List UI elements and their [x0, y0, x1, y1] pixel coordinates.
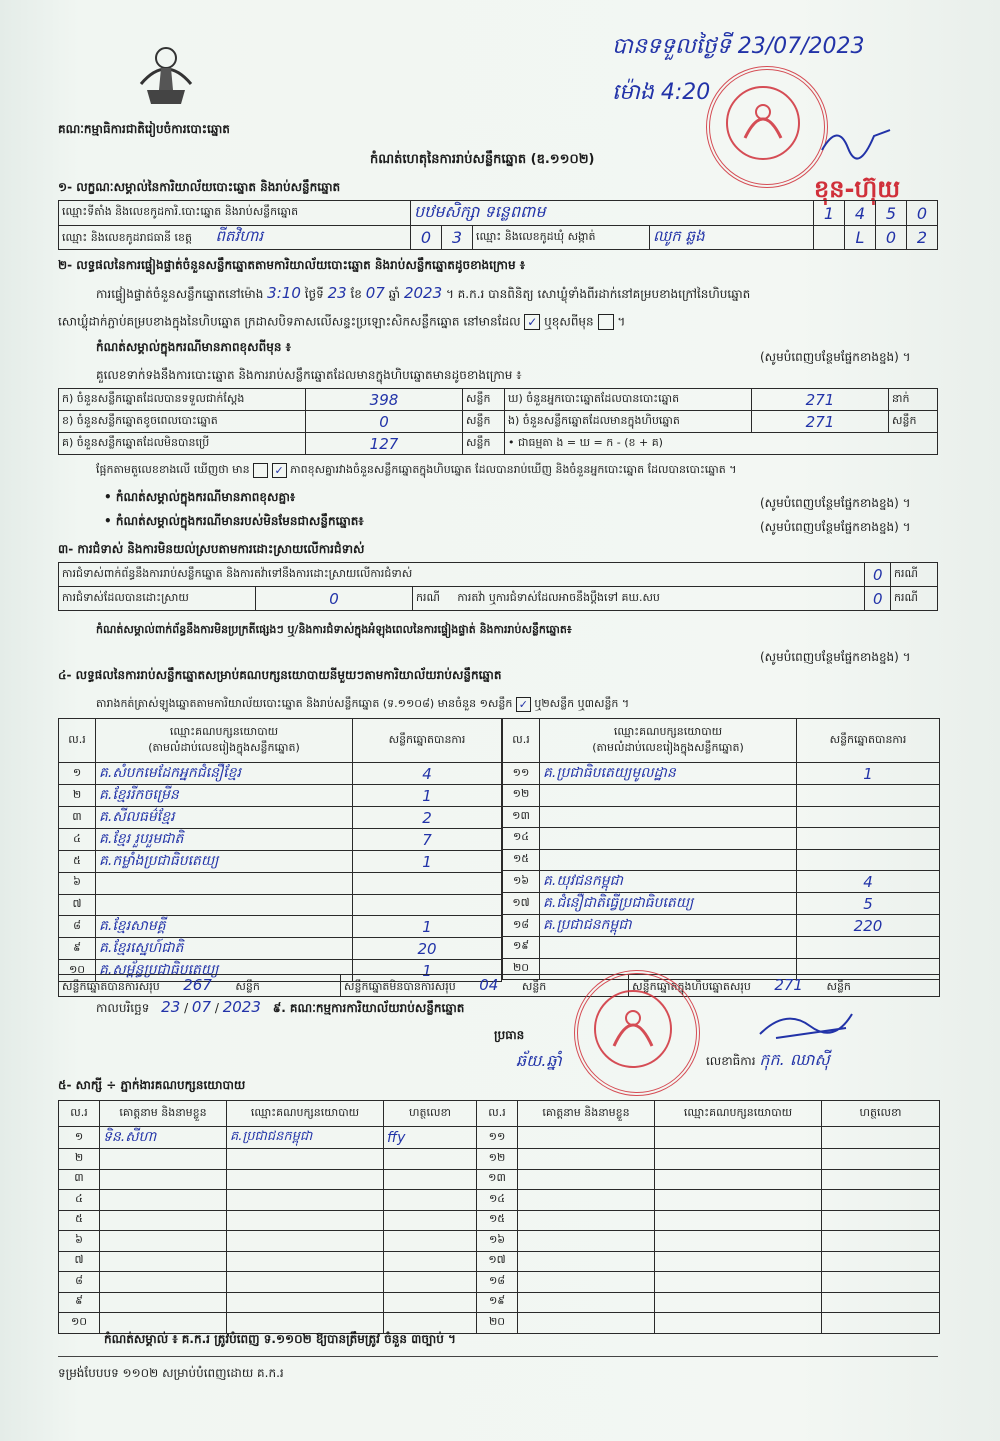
row-c-label: គ) ចំនួនសន្លឹកឆ្នោតដែលមិនបានប្រើ	[59, 433, 306, 455]
witness-cell	[822, 1127, 940, 1149]
witness-cell	[518, 1169, 655, 1190]
votes-col-party: ឈ្មោះគណបក្សនយោបាយ (តាមលំដាប់លេខរៀងក្នុងសន្លឹកឆ្នោត)	[540, 719, 797, 763]
witness-cell: ៤	[59, 1190, 100, 1211]
official-seal-top	[706, 66, 828, 188]
vote-party-cell	[96, 894, 353, 916]
row-c-unit: សន្លឹក	[463, 433, 505, 455]
votes-col-votes: សន្លឹកឆ្នោតបានការ	[797, 719, 940, 763]
vote-no-cell: ៦	[59, 873, 96, 895]
witness-row	[59, 1169, 940, 1190]
vote-row	[59, 851, 502, 873]
row-b-unit: សន្លឹក	[463, 411, 505, 433]
compare-line: ផ្អែកតាមតួលេខខាងលើ ឃើញថា មាន ✓ ភាពខុសគ្នារវាងចំនួនសន្លឹកឆ្នោតក្នុងហិបឆ្នោត ដែលបានរាប់ឃើញ និងចំនួនអ្នកបោះឆ្នោត ដែលបានបោះឆ្នោត ។	[96, 463, 737, 477]
row-a-unit: សន្លឹក	[463, 389, 505, 411]
received-date: បានទទួលថ្ងៃទី 23/07/2023	[612, 34, 865, 59]
province-code-1: 0	[411, 226, 442, 250]
row-b-value: 0	[306, 411, 463, 433]
vote-row	[503, 828, 940, 850]
votes-col-no: ល.រ	[59, 719, 96, 763]
witness-cell	[655, 1292, 822, 1313]
section1-heading: ១- លក្ខណៈសម្គាល់នៃការិយាល័យបោះឆ្នោត និងរាប់សន្លឹកឆ្នោត	[58, 180, 341, 194]
section5-note: កំណត់សម្គាល់ ៖ គ.ក.រ ត្រូវបំពេញ ទ.១១០២ ឱ្យបានត្រឹមត្រូវ ចំនួន ៣ច្បាប់ ។	[104, 1332, 456, 1346]
vote-party-cell: គ.យុវជនកម្ពុជា	[540, 871, 797, 893]
irregular-note: កំណត់សម្គាល់ក្នុងករណីមានភាពខុសពីមុន ៖	[96, 340, 291, 354]
district-handwriting: ខុន-ហ៊ុយ	[814, 175, 901, 203]
objection-row1-label: ការជំទាស់ពាក់ព័ន្ធនឹងការរាប់សន្លឹកឆ្នោត និងការតវ៉ាទៅនឹងការដោះស្រាយលើការជំទាស់	[59, 563, 865, 587]
received-time: ម៉ោង 4:20	[612, 80, 711, 105]
vote-party-cell: គ.សីលធម៌ខ្មែរ	[96, 807, 353, 829]
row-a-value: 398	[306, 389, 463, 411]
witness-table	[58, 1100, 940, 1334]
section2-heading: ២- លទ្ធផលនៃការផ្ទៀងផ្ទាត់ចំនួនសន្លឹកឆ្នោតតាមការិយាល័យបោះឆ្នោត និងរាប់សន្លឹកឆ្នោតដូចខាងក្រោម ៖	[58, 258, 526, 272]
vote-party-cell	[540, 806, 797, 828]
vote-no-cell: ១៦	[503, 871, 540, 893]
vote-party-cell	[540, 937, 797, 959]
witness-cell	[227, 1231, 384, 1252]
total-invalid-value: 04	[479, 975, 499, 994]
top-signature	[818, 120, 898, 164]
vote-no-cell: ១៥	[503, 849, 540, 871]
witness-col-no-right: ល.រ	[477, 1101, 518, 1127]
date-day: 23	[161, 998, 181, 1016]
row-a-label: ក) ចំនួនសន្លឹកឆ្នោតដែលបានទទួលជាក់ស្តែង	[59, 389, 306, 411]
section3-note: កំណត់សម្គាល់ពាក់ព័ន្ធនឹងការមិនប្រក្រតីផ្សេងៗ ឬ/និងការជំទាស់ក្នុងអំឡុងពេលនៃការផ្ទៀងផ្ទាត់ និងការរាប់សន្លឹកឆ្នោត៖	[96, 623, 572, 636]
vote-party-cell: គ.សំបកមេដែកអ្នកជំនឿខ្មែរ	[96, 763, 353, 785]
vote-row	[503, 806, 940, 828]
section1-table	[58, 200, 938, 250]
bullet-non-ballot-hint: (សូមបំពេញបន្ថែមផ្នែកខាងខ្នង) ។	[760, 520, 911, 534]
vote-row	[59, 807, 502, 829]
secretary-line: លេខាធិការ កុក. ឈាស៊ី	[706, 1050, 830, 1069]
objection-row2-label: ការជំទាស់ដែលបានដោះស្រាយ	[59, 587, 256, 611]
objection-row2-mid: ករណី ការតវ៉ា ឬការជំទាស់ដែលអាចនឹងប្តឹងទៅ គឃ.សប	[413, 587, 865, 611]
witness-cell	[655, 1169, 822, 1190]
witness-cell	[100, 1292, 227, 1313]
witness-row	[59, 1149, 940, 1170]
witness-cell	[822, 1190, 940, 1211]
witness-cell	[822, 1272, 940, 1293]
witness-cell	[822, 1169, 940, 1190]
vote-row	[59, 829, 502, 851]
vote-votes-cell: 5	[797, 893, 940, 915]
witness-cell	[518, 1251, 655, 1272]
section5-heading: ៥- សាក្សី ÷ ភ្នាក់ងារគណបក្សនយោបាយ	[58, 1078, 246, 1092]
witness-cell	[384, 1149, 477, 1170]
witness-cell: ៨	[59, 1272, 100, 1293]
witness-cell: ១៧	[477, 1251, 518, 1272]
witness-cell	[227, 1272, 384, 1293]
chair-signature: ឆ័យ.ឆ្នាំ	[516, 1051, 562, 1070]
chair-label: ប្រធាន	[494, 1028, 525, 1042]
province-code-2: 3	[442, 226, 473, 250]
section4-intro: តារាងកត់ត្រាស់ឡូងឆ្នោតតាមការិយាល័យបោះឆ្នោត និងរាប់សន្លឹកឆ្នោត (ទ.១១០៨) មានចំនួន ១សន្លឹក ✓ ឬ២សន្លឹក ឬ៣សន្លឹក ។	[96, 697, 630, 711]
office-value: បឋមសិក្សា ទន្លេពពាម	[411, 201, 814, 226]
total-box-value: 271	[774, 975, 803, 994]
vote-no-cell: ១៩	[503, 937, 540, 959]
formula-note: • ជាធម្មតា ង = ឃ = ក - (ខ + គ)	[505, 433, 938, 455]
row-d-label: ឃ) ចំនួនអ្នកបោះឆ្នោតដែលបានបោះឆ្នោត	[505, 389, 752, 411]
verification-day: 23	[327, 284, 347, 302]
vote-votes-cell: 2	[353, 807, 502, 829]
row-e-label: ង) ចំនួនសន្លឹកឆ្នោតដែលមានក្នុងហិបឆ្នោត	[505, 411, 752, 433]
vote-no-cell: ៧	[59, 894, 96, 916]
row-e-unit: សន្លឹក	[889, 411, 938, 433]
witness-cell	[518, 1127, 655, 1149]
section3-fill-hint: (សូមបំពេញបន្ថែមផ្នែកខាងខ្នង) ។	[760, 650, 911, 664]
witness-col-party-right: ឈ្មោះគណបក្សនយោបាយ	[655, 1101, 822, 1127]
witness-cell: ffy	[384, 1127, 477, 1149]
vote-votes-cell	[353, 873, 502, 895]
witness-cell	[655, 1251, 822, 1272]
vote-no-cell: ១៣	[503, 806, 540, 828]
witness-cell	[100, 1272, 227, 1293]
witness-cell	[518, 1313, 655, 1334]
witness-cell	[384, 1292, 477, 1313]
witness-cell	[518, 1210, 655, 1231]
witness-cell: ៦	[59, 1231, 100, 1252]
witness-cell: ១០	[59, 1313, 100, 1334]
row-e-value: 271	[752, 411, 889, 433]
office-label: ឈ្មោះទីតាំង និងលេខកូដការិ.បោះឆ្នោត និងរាប់សន្លឹកឆ្នោត	[59, 201, 411, 226]
witness-cell	[655, 1272, 822, 1293]
commune-label: ឈ្មោះ និងលេខកូដឃុំ សង្កាត់	[473, 226, 650, 250]
commune-code-2: 0	[876, 226, 907, 250]
witness-cell: ៥	[59, 1210, 100, 1231]
vote-votes-cell	[797, 849, 940, 871]
vote-no-cell: ១៧	[503, 893, 540, 915]
compare-no-checkbox[interactable]	[253, 463, 268, 478]
irregular-fill-hint: (សូមបំពេញបន្ថែមផ្នែកខាងខ្នង) ។	[760, 350, 911, 364]
vote-votes-cell: 1	[353, 916, 502, 938]
total-invalid: សន្លឹកឆ្នោតមិនបានការសរុប 04 សន្លឹក	[341, 975, 629, 997]
vote-no-cell: ៩	[59, 938, 96, 960]
witness-cell: ២	[59, 1149, 100, 1170]
vote-votes-cell: 1	[797, 763, 940, 785]
witness-cell	[100, 1210, 227, 1231]
form-footer: ទម្រង់បែបបទ ១១០២ សម្រាប់បំពេញដោយ គ.ក.រ	[58, 1366, 284, 1380]
office-code-4: 0	[907, 201, 938, 226]
province-label: ឈ្មោះ និងលេខកូដរាជធានី ខេត្ត ពីតវិហារ	[59, 226, 411, 250]
witness-cell: ១៦	[477, 1231, 518, 1252]
vote-party-cell: គ.កម្លាំងប្រជាធិបតេយ្យ	[96, 851, 353, 873]
vote-row	[59, 938, 502, 960]
witness-row	[59, 1292, 940, 1313]
objection-table	[58, 562, 938, 611]
witness-cell	[227, 1313, 384, 1334]
intact-checkbox[interactable]: ✓	[524, 314, 540, 330]
witness-cell	[100, 1169, 227, 1190]
witness-col-sign-right: ហត្ថលេខា	[822, 1101, 940, 1127]
compare-yes-checkbox[interactable]: ✓	[272, 463, 287, 478]
date-month: 07	[191, 998, 212, 1016]
section3-heading: ៣- ការជំទាស់ និងការមិនយល់ស្របតាមការដោះស្រាយលើការជំទាស់	[58, 542, 365, 556]
witness-row	[59, 1127, 940, 1149]
commune-code-3: 2	[907, 226, 938, 250]
witness-cell: ៩	[59, 1292, 100, 1313]
witness-cell	[384, 1210, 477, 1231]
vote-row	[503, 871, 940, 893]
witness-cell	[100, 1149, 227, 1170]
vote-party-cell: គ.ខ្មែររីកចម្រើន	[96, 785, 353, 807]
vote-row	[503, 763, 940, 785]
witness-cell	[655, 1149, 822, 1170]
form-title: កំណត់ហេតុនៃការរាប់សន្លឹកឆ្នោត (ឌ.១១០២)	[370, 152, 595, 167]
vote-votes-cell: 4	[797, 871, 940, 893]
vote-no-cell: ៨	[59, 916, 96, 938]
vote-no-cell: ១	[59, 763, 96, 785]
witness-row	[59, 1251, 940, 1272]
bullet-non-ballot: • កំណត់សម្គាល់ក្នុងករណីមានរបស់មិនមែនជាសន្លឹកឆ្នោត៖	[104, 514, 364, 528]
vote-votes-cell: 20	[353, 938, 502, 960]
vote-party-cell: គ.ខ្មែរស្នេហ៍ជាតិ	[96, 938, 353, 960]
witness-cell: គ.ប្រជាជនកម្ពុជា	[227, 1127, 384, 1149]
vote-votes-cell	[797, 828, 940, 850]
date-line: កាលបរិច្ឆេទ 23 / 07 / 2023 ៩. គណៈកម្មការការិយាល័យរាប់សន្លឹកឆ្នោត	[96, 998, 465, 1016]
vote-no-cell: ១៨	[503, 915, 540, 937]
witness-cell	[822, 1231, 940, 1252]
verification-line-1: ការផ្ទៀងផ្ទាត់ចំនួនសន្លឹកឆ្នោតនៅម៉ោង 3:10 ថ្ងៃទី 23 ខែ 07 ឆ្នាំ 2023 ។ គ.ក.រ បានពិនិត្យ សោឃ្លុំទាំងពីរដាក់នៅគម្របខាងក្រៅនៃហិបឆ្នោត	[96, 284, 751, 302]
secretary-scribble	[756, 1004, 856, 1048]
witness-cell	[100, 1231, 227, 1252]
witness-cell	[384, 1272, 477, 1293]
vote-votes-cell: 4	[353, 763, 502, 785]
witness-cell	[100, 1190, 227, 1211]
votes-col-votes: សន្លឹកឆ្នោតបានការ	[353, 719, 502, 763]
official-seal-bottom	[574, 970, 700, 1096]
witness-cell: ១៨	[477, 1272, 518, 1293]
witness-row	[59, 1231, 940, 1252]
vote-votes-cell	[797, 937, 940, 959]
witness-cell: ៧	[59, 1251, 100, 1272]
witness-cell	[518, 1292, 655, 1313]
witness-cell	[384, 1313, 477, 1334]
vote-party-cell	[540, 785, 797, 807]
section4-heading: ៤- លទ្ធផលនៃការរាប់សន្លឹកឆ្នោតសម្រាប់គណបក្សនយោបាយនីមួយៗតាមការិយាល័យរាប់សន្លឹកឆ្នោត	[58, 668, 502, 682]
vote-no-cell: ១១	[503, 763, 540, 785]
bullet-difference-hint: (សូមបំពេញបន្ថែមផ្នែកខាងខ្នង) ។	[760, 496, 911, 510]
witness-cell	[655, 1190, 822, 1211]
vote-no-cell: ២០	[503, 958, 540, 980]
witness-cell: ១៥	[477, 1210, 518, 1231]
witness-col-sign: ហត្ថលេខា	[384, 1101, 477, 1127]
witness-row	[59, 1272, 940, 1293]
witness-cell	[227, 1149, 384, 1170]
witness-cell	[227, 1292, 384, 1313]
row-d-value: 271	[752, 389, 889, 411]
witness-row	[59, 1210, 940, 1231]
votes-col-no: ល.រ	[503, 719, 540, 763]
witness-cell: ១២	[477, 1149, 518, 1170]
verification-line-2: សោឃ្លុំដាក់ភ្ជាប់គម្របខាងក្នុងនៃហិបឆ្នោត ក្រដាសបិទភាសលើសន្ទះប្រឡោះសិកសន្លឹកឆ្នោត នៅមានដែល ✓ ឬខុសពីមុន ។	[58, 314, 626, 329]
witness-cell	[822, 1292, 940, 1313]
vote-no-cell: ១០	[59, 960, 96, 982]
witness-cell	[518, 1149, 655, 1170]
vote-row	[503, 937, 940, 959]
witness-cell	[822, 1313, 940, 1334]
objection-row1-unit: ករណី	[891, 563, 938, 587]
vote-votes-cell: 1	[353, 785, 502, 807]
witness-cell	[100, 1251, 227, 1272]
witness-cell	[822, 1251, 940, 1272]
witness-cell: ២០	[477, 1313, 518, 1334]
vote-row	[503, 915, 940, 937]
witness-cell	[384, 1231, 477, 1252]
vote-row	[59, 785, 502, 807]
witness-cell: ១៣	[477, 1169, 518, 1190]
office-code-1: 1	[814, 201, 845, 226]
witness-col-party: ឈ្មោះគណបក្សនយោបាយ	[227, 1101, 384, 1127]
bullet-difference: • កំណត់សម្គាល់ក្នុងករណីមានភាពខុសគ្នា៖	[104, 490, 296, 504]
witness-cell	[655, 1313, 822, 1334]
vote-no-cell: ២	[59, 785, 96, 807]
vote-row	[59, 763, 502, 785]
votes-table-left	[58, 718, 502, 982]
vote-row	[503, 849, 940, 871]
witness-row	[59, 1313, 940, 1334]
witness-row	[59, 1190, 940, 1211]
witness-cell	[227, 1169, 384, 1190]
vote-party-cell	[540, 849, 797, 871]
witness-cell: ៣	[59, 1169, 100, 1190]
vote-votes-cell: 7	[353, 829, 502, 851]
witness-cell	[518, 1190, 655, 1211]
date-year: 2023	[222, 998, 261, 1016]
witness-cell	[822, 1210, 940, 1231]
witness-cell	[518, 1231, 655, 1252]
witness-cell	[227, 1210, 384, 1231]
vote-party-cell: គ.ប្រជាធិបតេយ្យមូលដ្ឋាន	[540, 763, 797, 785]
nec-emblem	[135, 44, 197, 110]
result-intro: គួលេខទាក់ទងនឹងការបោះឆ្នោត និងការរាប់សន្លឹកឆ្នោតដែលមានក្នុងហិបឆ្នោតមានដូចខាងក្រោម ៖	[96, 368, 522, 382]
witness-cell	[822, 1149, 940, 1170]
vote-party-cell	[540, 828, 797, 850]
witness-cell: ទិន.សីហា	[100, 1127, 227, 1149]
objection-row2b-unit: ករណី	[891, 587, 938, 611]
verification-time: 3:10	[267, 284, 301, 302]
vote-no-cell: ១២	[503, 785, 540, 807]
vote-votes-cell	[797, 806, 940, 828]
vote-votes-cell: 1	[353, 851, 502, 873]
verification-year: 2023	[403, 284, 443, 302]
commune-code-1: L	[845, 226, 876, 250]
witness-cell	[100, 1313, 227, 1334]
vote-votes-cell	[353, 894, 502, 916]
witness-cell	[655, 1210, 822, 1231]
row-d-unit: នាក់	[889, 389, 938, 411]
vote-no-cell: ៥	[59, 851, 96, 873]
vote-no-cell: ១៤	[503, 828, 540, 850]
vote-row	[59, 916, 502, 938]
objection-row1-value: 0	[865, 563, 891, 587]
vote-party-cell	[96, 873, 353, 895]
vote-votes-cell	[797, 785, 940, 807]
commune-code-blank	[814, 226, 845, 250]
witness-col-name: គោត្តនាម និងនាមខ្លួន	[100, 1101, 227, 1127]
objection-row2b-value: 0	[865, 587, 891, 611]
witness-col-name-right: គោត្តនាម និងនាមខ្លួន	[518, 1101, 655, 1127]
province-value: ពីតវិហារ	[215, 226, 264, 245]
witness-cell	[384, 1190, 477, 1211]
verification-month: 07	[365, 284, 385, 302]
one-sheet-checkbox[interactable]: ✓	[516, 697, 531, 712]
witness-cell	[227, 1251, 384, 1272]
vote-no-cell: ៣	[59, 807, 96, 829]
witness-cell: ១	[59, 1127, 100, 1149]
result-table	[58, 388, 938, 455]
vote-party-cell: គ.ជំនឿជាតិធ្វើប្រជាធិបតេយ្យ	[540, 893, 797, 915]
commune-value: ឈូក ឆ្លង	[650, 226, 814, 250]
witness-cell	[655, 1231, 822, 1252]
witness-cell	[384, 1169, 477, 1190]
witness-cell: ១៤	[477, 1190, 518, 1211]
total-valid: សន្លឹកឆ្នោតបានការសរុប 267 សន្លឹក	[59, 975, 341, 997]
total-box: សន្លឹកឆ្នោតក្នុងហិបឆ្នោតសរុប 271 សន្លឹក	[629, 975, 940, 997]
vote-party-cell: គ.ខ្មែរសាមគ្គី	[96, 916, 353, 938]
office-code-2: 4	[845, 201, 876, 226]
votes-totals	[58, 974, 940, 997]
row-c-value: 127	[306, 433, 463, 455]
vote-row	[59, 894, 502, 916]
vote-votes-cell: 220	[797, 915, 940, 937]
office-code-3: 5	[876, 201, 907, 226]
witness-cell	[655, 1127, 822, 1149]
votes-col-party: ឈ្មោះគណបក្សនយោបាយ (តាមលំដាប់លេខរៀងក្នុងសន្លឹកឆ្នោត)	[96, 719, 353, 763]
vote-votes-cell: 1	[353, 960, 502, 982]
vote-row	[503, 785, 940, 807]
witness-cell	[518, 1272, 655, 1293]
total-valid-value: 267	[183, 975, 212, 994]
votes-table-right	[502, 718, 940, 980]
witness-cell: ១១	[477, 1127, 518, 1149]
vote-party-cell: គ.ខ្មែរ រួបរួមជាតិ	[96, 829, 353, 851]
objection-row2-value: 0	[256, 587, 413, 611]
vote-row	[59, 873, 502, 895]
footer-divider	[58, 1356, 938, 1357]
witness-cell	[384, 1251, 477, 1272]
commission-name: គណៈកម្មាធិការជាតិរៀបចំការបោះឆ្នោត	[58, 122, 230, 136]
witness-cell	[227, 1190, 384, 1211]
changed-checkbox[interactable]	[598, 314, 614, 330]
vote-row	[503, 893, 940, 915]
vote-no-cell: ៤	[59, 829, 96, 851]
witness-col-no: ល.រ	[59, 1101, 100, 1127]
witness-cell: ១៩	[477, 1292, 518, 1313]
vote-party-cell: គ.សម្ព័ន្ធប្រជាធិបតេយ្យ	[96, 960, 353, 982]
secretary-signature: កុក. ឈាស៊ី	[759, 1050, 830, 1069]
vote-party-cell: គ.ប្រជាជនកម្ពុជា	[540, 915, 797, 937]
row-b-label: ខ) ចំនួនសន្លឹកឆ្នោតខូចពេលបោះឆ្នោត	[59, 411, 306, 433]
